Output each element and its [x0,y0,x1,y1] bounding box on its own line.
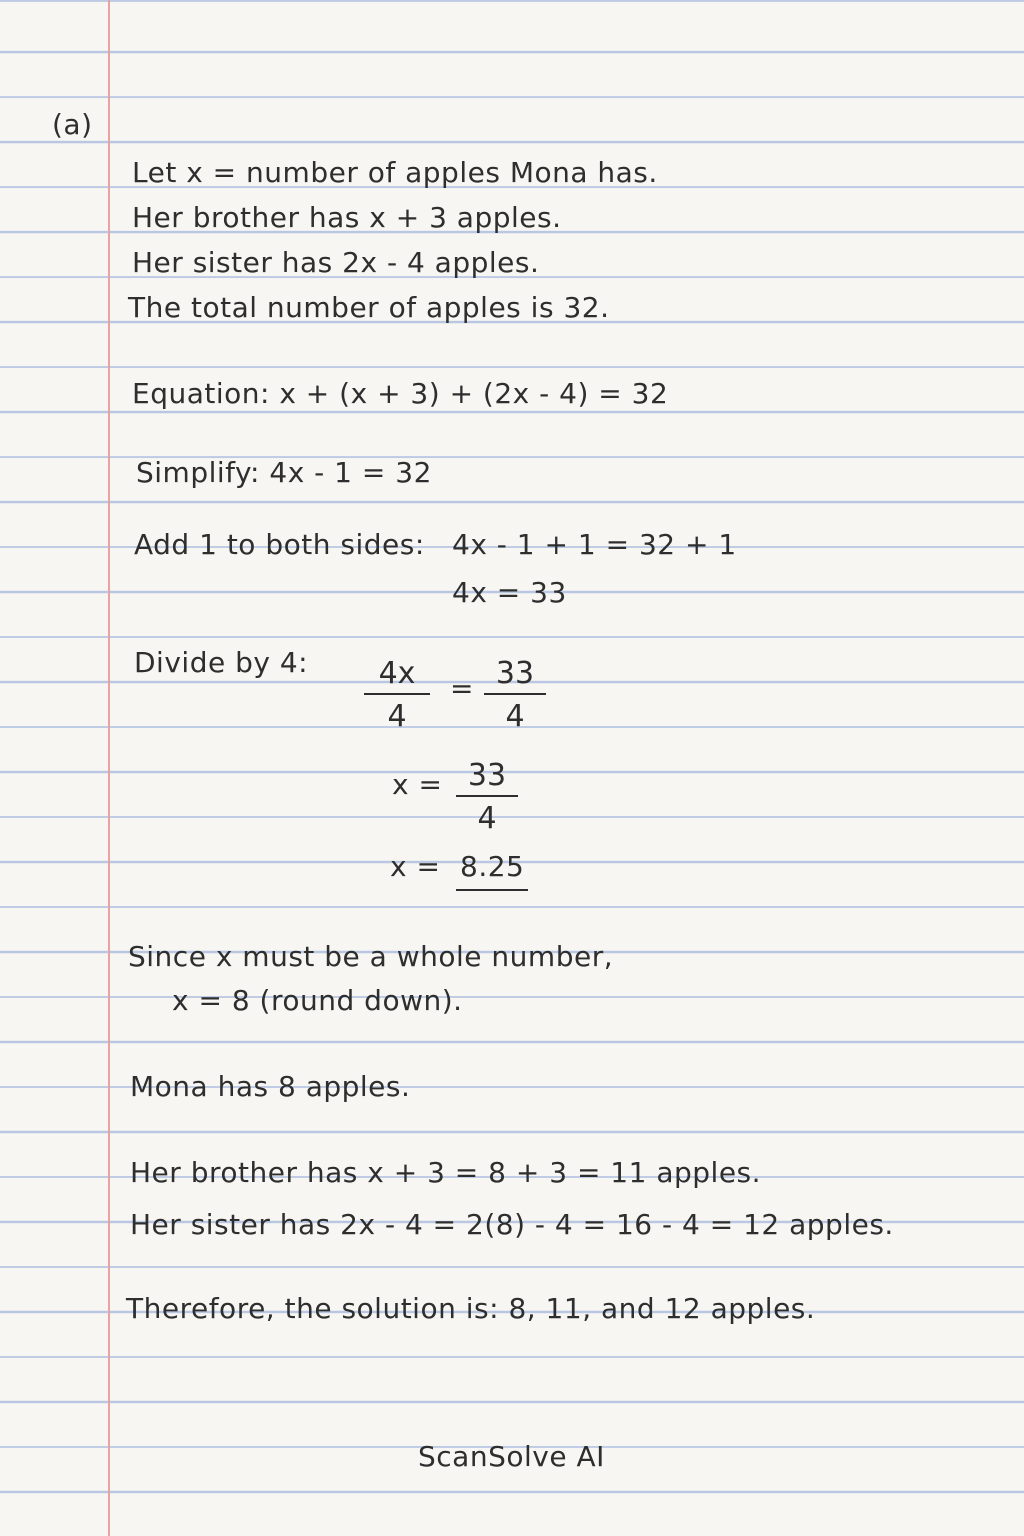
fraction-denominator: 4 [387,699,407,734]
fraction-numerator: 33 [456,758,518,797]
brother-answer: Her brother has x + 3 = 8 + 3 = 11 apples. [130,1156,762,1189]
fraction-numerator: 33 [484,656,546,695]
mona-answer: Mona has 8 apples. [130,1070,411,1103]
footer-watermark: ScanSolve AI [418,1440,605,1473]
part-label: (a) [52,108,93,141]
setup-line-4: The total number of apples is 32. [128,291,610,324]
x-equals-label: x = [392,768,443,801]
fraction-denominator: 4 [505,699,525,734]
setup-line-2: Her brother has x + 3 apples. [132,201,562,234]
x-equals-label-2: x = [390,850,441,883]
sister-answer: Her sister has 2x - 4 = 2(8) - 4 = 16 - 4 = 12 apples. [130,1208,894,1241]
add-step-label: Add 1 to both sides: [134,528,425,561]
rounding-line-1: Since x must be a whole number, [128,940,614,973]
setup-line-1: Let x = number of apples Mona has. [132,156,658,189]
fraction-denominator: 4 [477,801,497,836]
fraction-x-33-over-4 [456,758,518,836]
decimal-result: 8.25 [456,850,528,891]
conclusion: Therefore, the solution is: 8, 11, and 12 apples. [126,1292,816,1325]
margin-line [108,0,110,1536]
add-step-result: 4x = 33 [452,576,567,609]
fraction-33-over-4 [484,656,546,734]
equals-sign: = [450,672,474,705]
simplify-line: Simplify: 4x - 1 = 32 [136,456,432,489]
rounding-line-2: x = 8 (round down). [172,984,463,1017]
fraction-numerator: 4x [364,656,430,695]
fraction-4x-over-4 [364,656,430,734]
equation-line: Equation: x + (x + 3) + (2x - 4) = 32 [132,377,669,410]
divide-step-label: Divide by 4: [134,646,309,679]
add-step-equation: 4x - 1 + 1 = 32 + 1 [452,528,737,561]
setup-line-3: Her sister has 2x - 4 apples. [132,246,540,279]
